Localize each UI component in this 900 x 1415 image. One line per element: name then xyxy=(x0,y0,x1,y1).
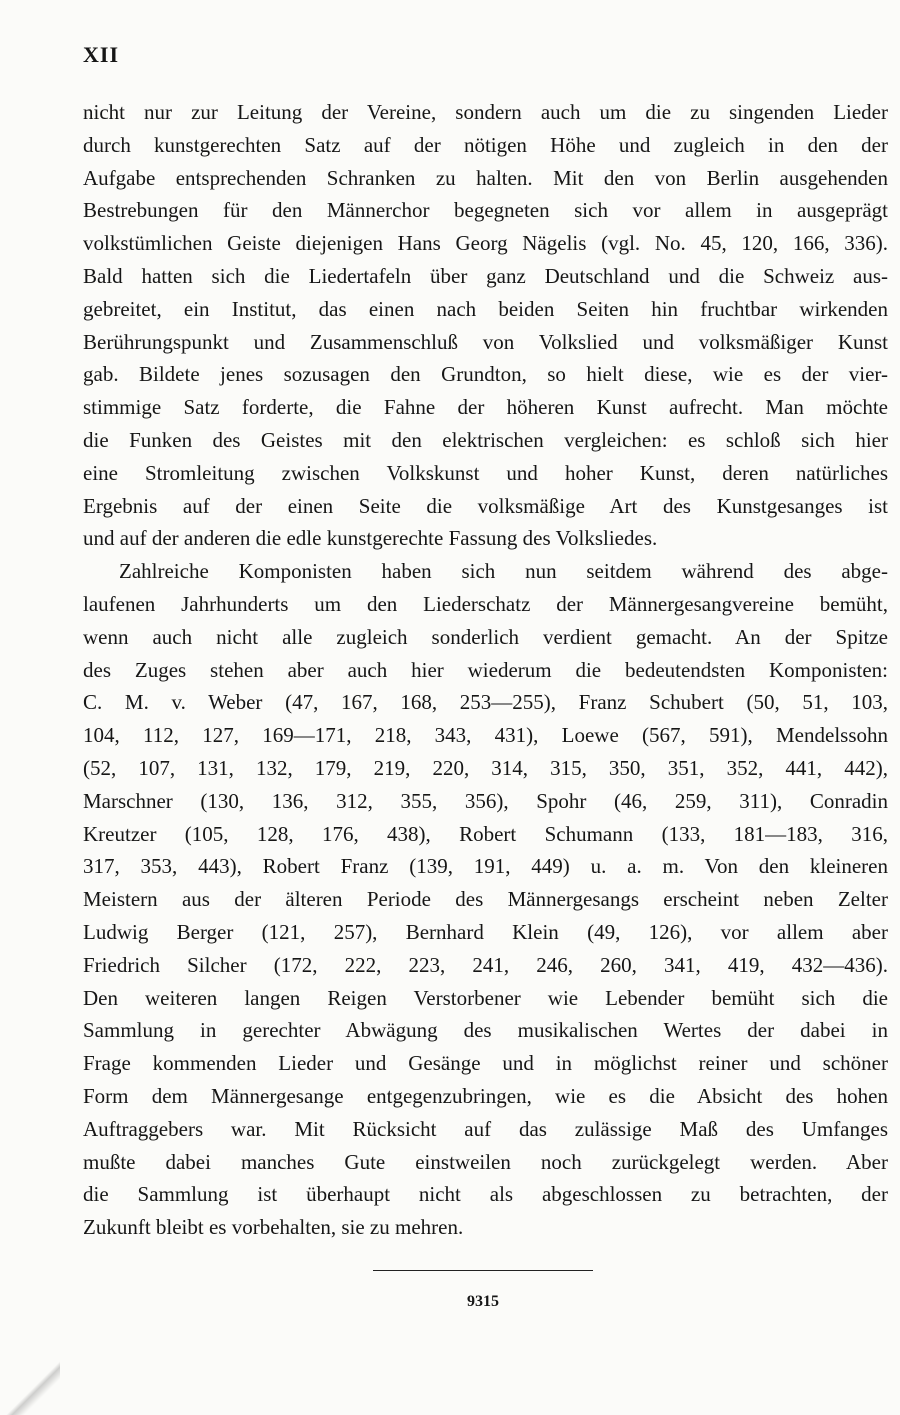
text-line: C. M. v. Weber (47, 167, 168, 253—255), Franz Schubert (50, 51, 103, xyxy=(83,690,888,715)
text-line: Zukunft bleibt es vorbehalten, sie zu mehren. xyxy=(83,1215,464,1240)
text-line: Ergebnis auf der einen Seite die volksmäßige Art des Kunstgesanges ist xyxy=(83,493,888,518)
text-line: und auf der anderen die edle kunstgerechte Fassung des Volksliedes. xyxy=(83,526,658,551)
text-line: wenn auch nicht alle zugleich sonderlich verdient gemacht. An der Spitze xyxy=(83,624,888,649)
page-number: XII xyxy=(83,42,120,67)
body-text xyxy=(83,96,888,1244)
text-line: durch kunstgerechten Satz auf der nötigen Höhe und zugleich in den der xyxy=(83,132,888,157)
text-line: Frage kommenden Lieder und Gesänge und in möglichst reiner und schöner xyxy=(83,1051,888,1076)
text-line: Form dem Männergesange entgegenzubringen, wie es die Absicht des hohen xyxy=(83,1083,888,1108)
text-line: stimmige Satz forderte, die Fahne der höheren Kunst aufrecht. Man möchte xyxy=(83,395,888,420)
text-line: 317, 353, 443), Robert Franz (139, 191, 449) u. a. m. Von den kleineren xyxy=(83,854,888,879)
text-line: Den weiteren langen Reigen Verstorbener wie Lebender bemüht sich die xyxy=(83,985,888,1010)
text-line: laufenen Jahrhunderts um den Liederschatz der Männergesangvereine bemüht, xyxy=(83,591,888,616)
text-line: (52, 107, 131, 132, 179, 219, 220, 314, 315, 350, 351, 352, 441, 442), xyxy=(83,755,888,780)
signature-mark: 9315 xyxy=(467,1293,499,1310)
text-line: nicht nur zur Leitung der Vereine, sondern auch um die zu singenden Lieder xyxy=(83,100,888,124)
text-line: Bald hatten sich die Liedertafeln über ganz Deutschland und die Schweiz aus- xyxy=(83,263,888,288)
text-line: 104, 112, 127, 169—171, 218, 343, 431), Loewe (567, 591), Mendelssohn xyxy=(83,723,888,748)
text-line: Auftraggebers war. Mit Rücksicht auf das zulässige Maß des Umfanges xyxy=(83,1116,888,1141)
text-line: Berührungspunkt und Zusammenschluß von Volkslied und volksmäßiger Kunst xyxy=(83,329,888,354)
text-line: Aufgabe entsprechenden Schranken zu halten. Mit den von Berlin ausgehenden xyxy=(83,165,888,190)
text-line: gab. Bildete jenes sozusagen den Grundton, so hielt diese, wie es der vier- xyxy=(83,362,888,387)
text-line: Sammlung in gerechter Abwägung des musikalischen Wertes der dabei in xyxy=(83,1018,888,1043)
text-line: Zahlreiche Komponisten haben sich nun seitdem während des abge- xyxy=(119,559,888,584)
text-line: volkstümlichen Geiste diejenigen Hans Georg Nägelis (vgl. No. 45, 120, 166, 336). xyxy=(83,231,888,256)
text-line: des Zuges stehen aber auch hier wiederum die bedeutendsten Komponisten: xyxy=(83,657,888,682)
text-line: Bestrebungen für den Männerchor begegneten sich vor allem in ausgeprägt xyxy=(83,198,888,223)
page-corner-shadow xyxy=(0,1355,60,1415)
text-line: die Funken des Geistes mit den elektrischen vergleichen: es schloß sich hier xyxy=(83,427,888,452)
text-line: Meistern aus der älteren Periode des Männergesangs erscheint neben Zelter xyxy=(83,887,888,912)
text-line: mußte dabei manches Gute einstweilen noch zurückgelegt werden. Aber xyxy=(83,1149,888,1174)
text-line: Kreutzer (105, 128, 176, 438), Robert Schumann (133, 181—183, 316, xyxy=(83,821,888,846)
text-line: Marschner (130, 136, 312, 355, 356), Spohr (46, 259, 311), Conradin xyxy=(83,788,888,813)
divider-rule xyxy=(373,1270,593,1271)
text-line: die Sammlung ist überhaupt nicht als abgeschlossen zu betrachten, der xyxy=(83,1182,888,1207)
text-line: eine Stromleitung zwischen Volkskunst und hoher Kunst, deren natürliches xyxy=(83,460,888,485)
text-line: Friedrich Silcher (172, 222, 223, 241, 246, 260, 341, 419, 432—436). xyxy=(83,952,888,977)
text-line: gebreitet, ein Institut, das einen nach beiden Seiten hin fruchtbar wirkenden xyxy=(83,296,888,321)
text-line: Ludwig Berger (121, 257), Bernhard Klein (49, 126), vor allem aber xyxy=(83,919,888,944)
